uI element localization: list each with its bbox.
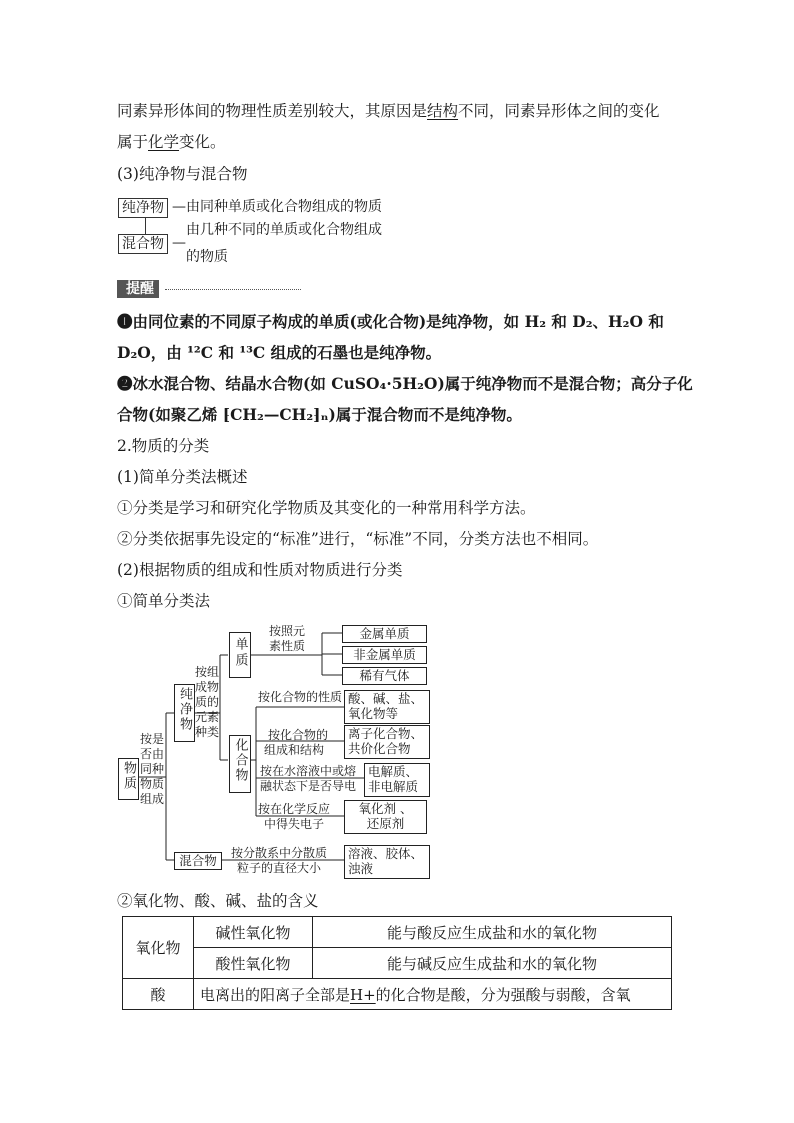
result-ionic-covalent [344,725,430,759]
node-label: 化合物 [232,738,248,783]
tip-item1-line2: D₂O，由 ¹²C 和 ¹³C 组成的石墨也是纯净物。 [117,343,442,362]
result-line: 电解质、 [368,764,419,779]
result-line: 非电解质 [368,779,419,794]
node-substance [118,758,139,800]
result-line: 酸、碱、盐、 [348,691,424,706]
section-2-2-sub1: ①简单分类法 [117,592,211,610]
text-segment: 属于 [117,133,149,151]
element-type-metal: 金属单质 [342,625,427,643]
node-pure-substance [174,684,195,742]
result-electrolyte [364,763,430,797]
mixture-dash: — [172,235,186,251]
section-2-1-title: (1)简单分类法概述 [117,468,248,486]
node-compound [229,735,251,793]
section-2-title: 2.物质的分类 [117,437,210,455]
criterion-line: 按组 [195,665,220,679]
underlined-answer: 化学 [148,133,180,151]
criterion-element [254,624,320,654]
pure-substance-description: —由同种单质或化合物组成的物质 [172,199,382,215]
text-segment: 同素异形体间的物理性质差别较大，其原因是 [117,102,428,120]
mixture-description-line2: 的物质 [186,249,228,265]
node-label: 单质 [232,637,248,669]
table-cell-basic-oxide: 碱性氧化物 [194,917,313,948]
criterion-line: 按照元 [268,624,305,638]
criterion-line: 同种 [140,762,165,776]
text-segment: 不同，同素异形体之间的变化 [458,102,660,120]
tip-item1-line1: ❶由同位素的不同原子构成的单质(或化合物)是纯净物，如 H₂ 和 D₂、H₂O 和 [117,312,664,331]
result-acid-base-salt [344,690,430,724]
underlined-answer: H+ [350,985,376,1004]
tip-item2-line1: ❷冰水混合物、结晶水合物(如 CuSO₄·5H₂O)属于纯净物而不是混合物；高分子化 [117,374,693,393]
underlined-answer: 结构 [427,102,459,120]
element-type-nonmetal: 非金属单质 [342,646,427,664]
definitions-table [122,916,672,1010]
result-line: 氧化剂 、 [358,801,413,816]
criterion-line: 素性质 [268,639,305,653]
section-2-2-sub2: ②氧化物、酸、碱、盐的含义 [117,892,319,910]
section-2-1-item1: ①分类是学习和研究化学物质及其变化的一种常用科学方法。 [117,499,536,517]
section-2-2-title: (2)根据物质的组成和性质对物质进行分类 [117,561,403,579]
table-row [123,979,672,1010]
table-cell-acid: 酸 [123,979,194,1010]
node-label: 纯净物 [177,687,192,732]
criterion-compound-property: 按化合物的性质 [258,690,343,704]
result-line: 氧化物等 [348,706,399,721]
result-line: 溶液、胶体、 [348,846,424,861]
criterion-compound-structure [264,728,329,758]
table-cell-oxide: 氧化物 [123,917,194,979]
criterion-line: 组成 [140,792,165,806]
criterion-line: 否由 [140,747,165,761]
criterion-root [140,732,164,807]
criterion-line: 质的 [195,695,220,709]
criterion-line: 粒子的直径大小 [237,861,322,875]
table-cell-acid-def [194,979,672,1010]
criterion-line: 中得失电子 [264,817,325,831]
criterion-line: 按在化学反应 [258,802,331,816]
table-cell-acidic-oxide: 酸性氧化物 [194,948,313,979]
table-cell-basic-oxide-def: 能与酸反应生成盐和水的氧化物 [313,917,672,948]
criterion-line: 种类 [195,725,220,739]
element-type-noble-gas: 稀有气体 [342,667,427,685]
tip-item2-line2: 合物(如聚乙烯 ⁅CH₂—CH₂⁆ₙ)属于混合物而不是纯净物。 [117,405,522,424]
criterion-line: 按分散系中分散质 [231,846,328,860]
text-segment: 电离出的阳离子全部是 [200,985,351,1004]
section-2-1-item2: ②分类依据事先设定的“标准”进行，“标准”不同，分类方法也不相同。 [117,530,599,548]
mixture-description-line1: 由几种不同的单质或化合物组成 [186,222,382,238]
result-line: 共价化合物 [348,741,411,756]
criterion-mixture [231,846,327,876]
criterion-line: 元素 [195,710,220,724]
pure-substance-box: 纯净物 [118,198,168,218]
criterion-line: 成物 [195,680,220,694]
criterion-line: 按是 [140,732,165,746]
text-segment: 变化。 [179,133,226,151]
result-oxidant-reductant [344,800,427,834]
tip-label: 提醒 [117,280,159,298]
node-label: 物质 [121,761,136,791]
section-3-title: (3)纯净物与混合物 [117,165,248,183]
criterion-line: 物质 [140,777,165,791]
criterion-compound-redox [258,802,330,832]
criterion-pure [195,665,219,740]
result-line: 离子化合物、 [348,726,424,741]
table-cell-acidic-oxide-def: 能与碱反应生成盐和水的氧化物 [313,948,672,979]
result-line: 浊液 [348,861,374,876]
text-segment: 的化合物是酸，分为强酸与弱酸，含氧 [375,985,631,1004]
mixture-box: 混合物 [118,234,168,254]
criterion-compound-conductivity [260,764,356,794]
criterion-line: 组成和结构 [264,743,325,757]
table-row [123,917,672,948]
result-dispersion [344,845,430,879]
node-element [229,632,251,678]
result-line: 还原剂 [366,816,405,831]
criterion-line: 融状态下是否导电 [260,779,357,793]
node-mixture: 混合物 [174,852,222,870]
table-row [123,948,672,979]
criterion-line: 按在水溶液中或熔 [260,764,357,778]
criterion-line: 按化合物的 [268,728,329,742]
